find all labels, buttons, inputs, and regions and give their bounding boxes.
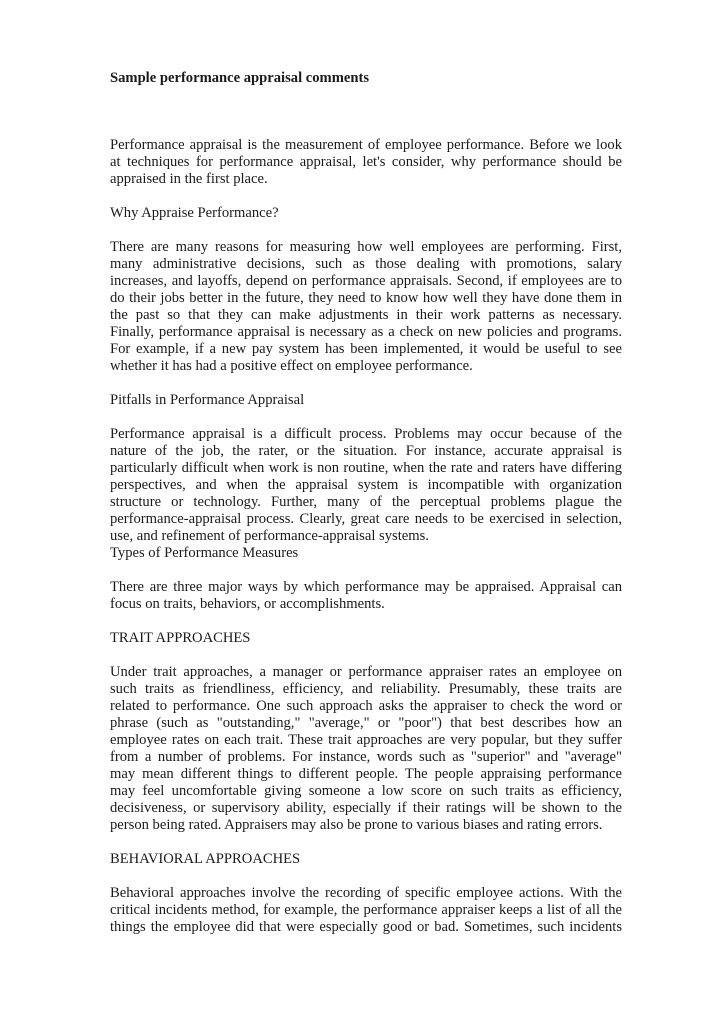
- paragraph-line: things the employee did that were especially good or bad. Sometimes, such incidents: [110, 919, 622, 935]
- paragraph-line: perspectives, and when the appraisal system is incompatible with organization: [110, 477, 622, 493]
- paragraph-line: person being rated. Appraisers may also be prone to various biases and rating errors.: [110, 817, 603, 833]
- paragraph-line: Behavioral approaches involve the recording of specific employee actions. With the: [110, 885, 622, 901]
- paragraph-line: may feel uncomfortable giving someone a low score on such traits as efficiency,: [110, 783, 622, 799]
- paragraph-line: Under trait approaches, a manager or performance appraiser rates an employee on: [110, 664, 622, 680]
- paragraph-line: critical incidents method, for example, the performance appraiser keeps a list of all the: [110, 902, 622, 918]
- paragraph-line: nature of the job, the rater, or the situation. For instance, accurate appraisal is: [110, 443, 622, 459]
- paragraph-line: focus on traits, behaviors, or accomplishments.: [110, 596, 385, 612]
- paragraph-line: structure or technology. Further, many of the perceptual problems plague the: [110, 494, 622, 510]
- paragraph-line: use, and refinement of performance-appraisal systems.: [110, 528, 429, 544]
- section-heading: Pitfalls in Performance Appraisal: [110, 392, 305, 408]
- paragraph-line: There are many reasons for measuring how well employees are performing. First,: [110, 239, 622, 255]
- paragraph-line: such traits as friendliness, efficiency, and reliability. Presumably, these traits are: [110, 681, 622, 697]
- section-heading: TRAIT APPROACHES: [110, 630, 251, 646]
- paragraph-line: whether it has had a positive effect on employee performance.: [110, 358, 473, 374]
- paragraph-line: phrase (such as "outstanding," "average," or "poor") that best describes how an: [110, 715, 622, 731]
- paragraph-line: from a number of problems. For instance, words such as "superior" and "average": [110, 749, 622, 765]
- paragraph-line: Performance appraisal is a difficult process. Problems may occur because of the: [110, 426, 622, 442]
- paragraph-line: many administrative decisions, such as those dealing with promotions, salary: [110, 256, 622, 272]
- paragraph-line: performance-appraisal process. Clearly, great care needs to be exercised in selection,: [110, 511, 622, 527]
- paragraph-line: increases, and layoffs, depend on performance appraisals. Second, if employees are to: [110, 273, 622, 289]
- document-title: Sample performance appraisal comments: [110, 70, 370, 86]
- paragraph-line: For example, if a new pay system has been implemented, it would be useful to see: [110, 341, 622, 357]
- paragraph-line: Performance appraisal is the measurement of employee performance. Before we look: [110, 137, 622, 153]
- paragraph-line: may mean different things to different people. The people appraising performance: [110, 766, 622, 782]
- paragraph-line: appraised in the first place.: [110, 171, 268, 187]
- paragraph-line: employee rates on each trait. These trait approaches are very popular, but they suffer: [110, 732, 622, 748]
- paragraph-line: the past so that they can make adjustments in their work patterns as necessary.: [110, 307, 622, 323]
- paragraph-line: related to performance. One such approach asks the appraiser to check the word or: [110, 698, 622, 714]
- section-heading: Why Appraise Performance?: [110, 205, 279, 221]
- paragraph-line: decisiveness, or supervisory ability, especially if their ratings will be shown to the: [110, 800, 622, 816]
- paragraph-line: particularly difficult when work is non routine, when the rate and raters have differing: [110, 460, 622, 476]
- paragraph-line: do their jobs better in the future, they need to know how well they have done them in: [110, 290, 622, 306]
- section-heading: Types of Performance Measures: [110, 545, 299, 561]
- section-heading: BEHAVIORAL APPROACHES: [110, 851, 301, 867]
- paragraph-line: at techniques for performance appraisal, let's consider, why performance should be: [110, 154, 622, 170]
- paragraph-line: There are three major ways by which performance may be appraised. Appraisal can: [110, 579, 622, 595]
- paragraph-line: Finally, performance appraisal is necessary as a check on new policies and programs.: [110, 324, 622, 340]
